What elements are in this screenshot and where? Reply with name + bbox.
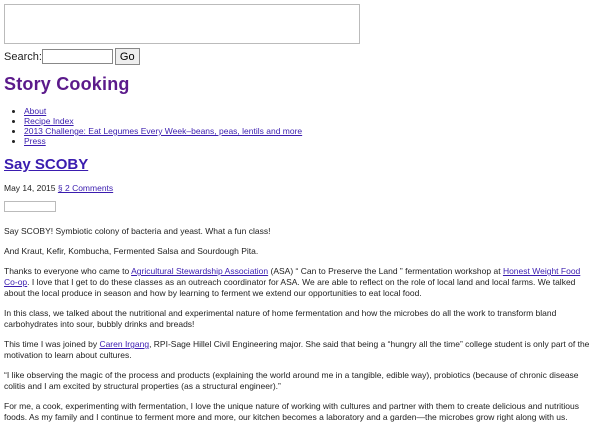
nav-item-2013-challenge [24,126,302,136]
post-title-link[interactable]: Say SCOBY [4,156,89,173]
paragraph-5 [4,339,596,361]
search-go-button[interactable]: Go [115,48,140,65]
search-input[interactable] [42,49,113,64]
nav-item-recipe-index [24,116,302,126]
paragraph-2: And Kraut, Kefir, Kombucha, Fermented Salsa and Sourdough Pita. [4,246,259,256]
nav-item-press [24,136,302,146]
post-content [4,226,596,432]
p5-text-a: This time I was joined by [4,339,100,349]
nav-item-about [24,106,302,116]
p3-text-a: Thanks to everyone who came to [4,266,132,276]
caren-irgang-link[interactable]: Caren Irgang [99,339,150,349]
honest-weight-link[interactable]: Honest Weight Food Co-op [4,266,581,287]
asa-link[interactable]: Agricultural Stewardship Association [131,266,269,276]
paragraph-4: In this class, we talked about the nutritional and experimental nature of home fermentation and how the microbes do all the work to transform bland carbohydrates into sour, bubbly drinks and breads! [4,308,557,329]
search-form [4,48,140,65]
header-banner-box [4,4,360,44]
paragraph-3 [4,266,596,299]
comments-link[interactable]: § 2 Comments [57,183,114,193]
paragraph-7: For me, a cook, experimenting with fermentation, I love the unique nature of working with cultures and partner with them to create delicious and nutritious foods. As my family and I continue to ferment more and more, our kitchen becomes a laboratory and a garden—the microbes grow right along with us. [4,401,579,422]
site-title[interactable]: Story Cooking [4,74,130,94]
main-nav [4,106,302,146]
nav-link-about[interactable]: About [24,106,47,116]
p3-text-c: . I love that I get to do these classes as an outreach coordinator for ASA. We are able to reflect on the role of local land and local farms. We talked about the local produce in season and how by learning to ferment we extend our opportunities to eat local food. [4,277,576,298]
nav-link-2013-challenge[interactable]: 2013 Challenge: Eat Legumes Every Week–beans, peas, lentils and more [24,126,303,136]
paragraph-1: Say SCOBY! Symbiotic colony of bacteria and yeast. What a fun class! [4,226,271,236]
p3-text-b: (ASA) “ Can to Preserve the Land ” fermentation workshop at [268,266,503,276]
paragraph-6: “I like observing the magic of the process and products (explaining the world around me in a tangible, edible way), probiotics (because of chronic disease colitis and I am excited by structural properties (as a structural engineer).” [4,370,579,391]
post-title [4,156,88,173]
nav-link-recipe-index[interactable]: Recipe Index [24,116,74,126]
nav-link-press[interactable]: Press [24,136,46,146]
p5-text-b: , RPI-Sage Hillel Civil Engineering major. She said that being a “hungry all the time” college student is only part of the motivation to learn about cultures. [4,339,590,360]
post-date: May 14, 2015 [4,183,56,193]
post-meta [4,183,113,193]
share-widget-box [4,201,56,212]
search-label: Search: [4,50,42,63]
